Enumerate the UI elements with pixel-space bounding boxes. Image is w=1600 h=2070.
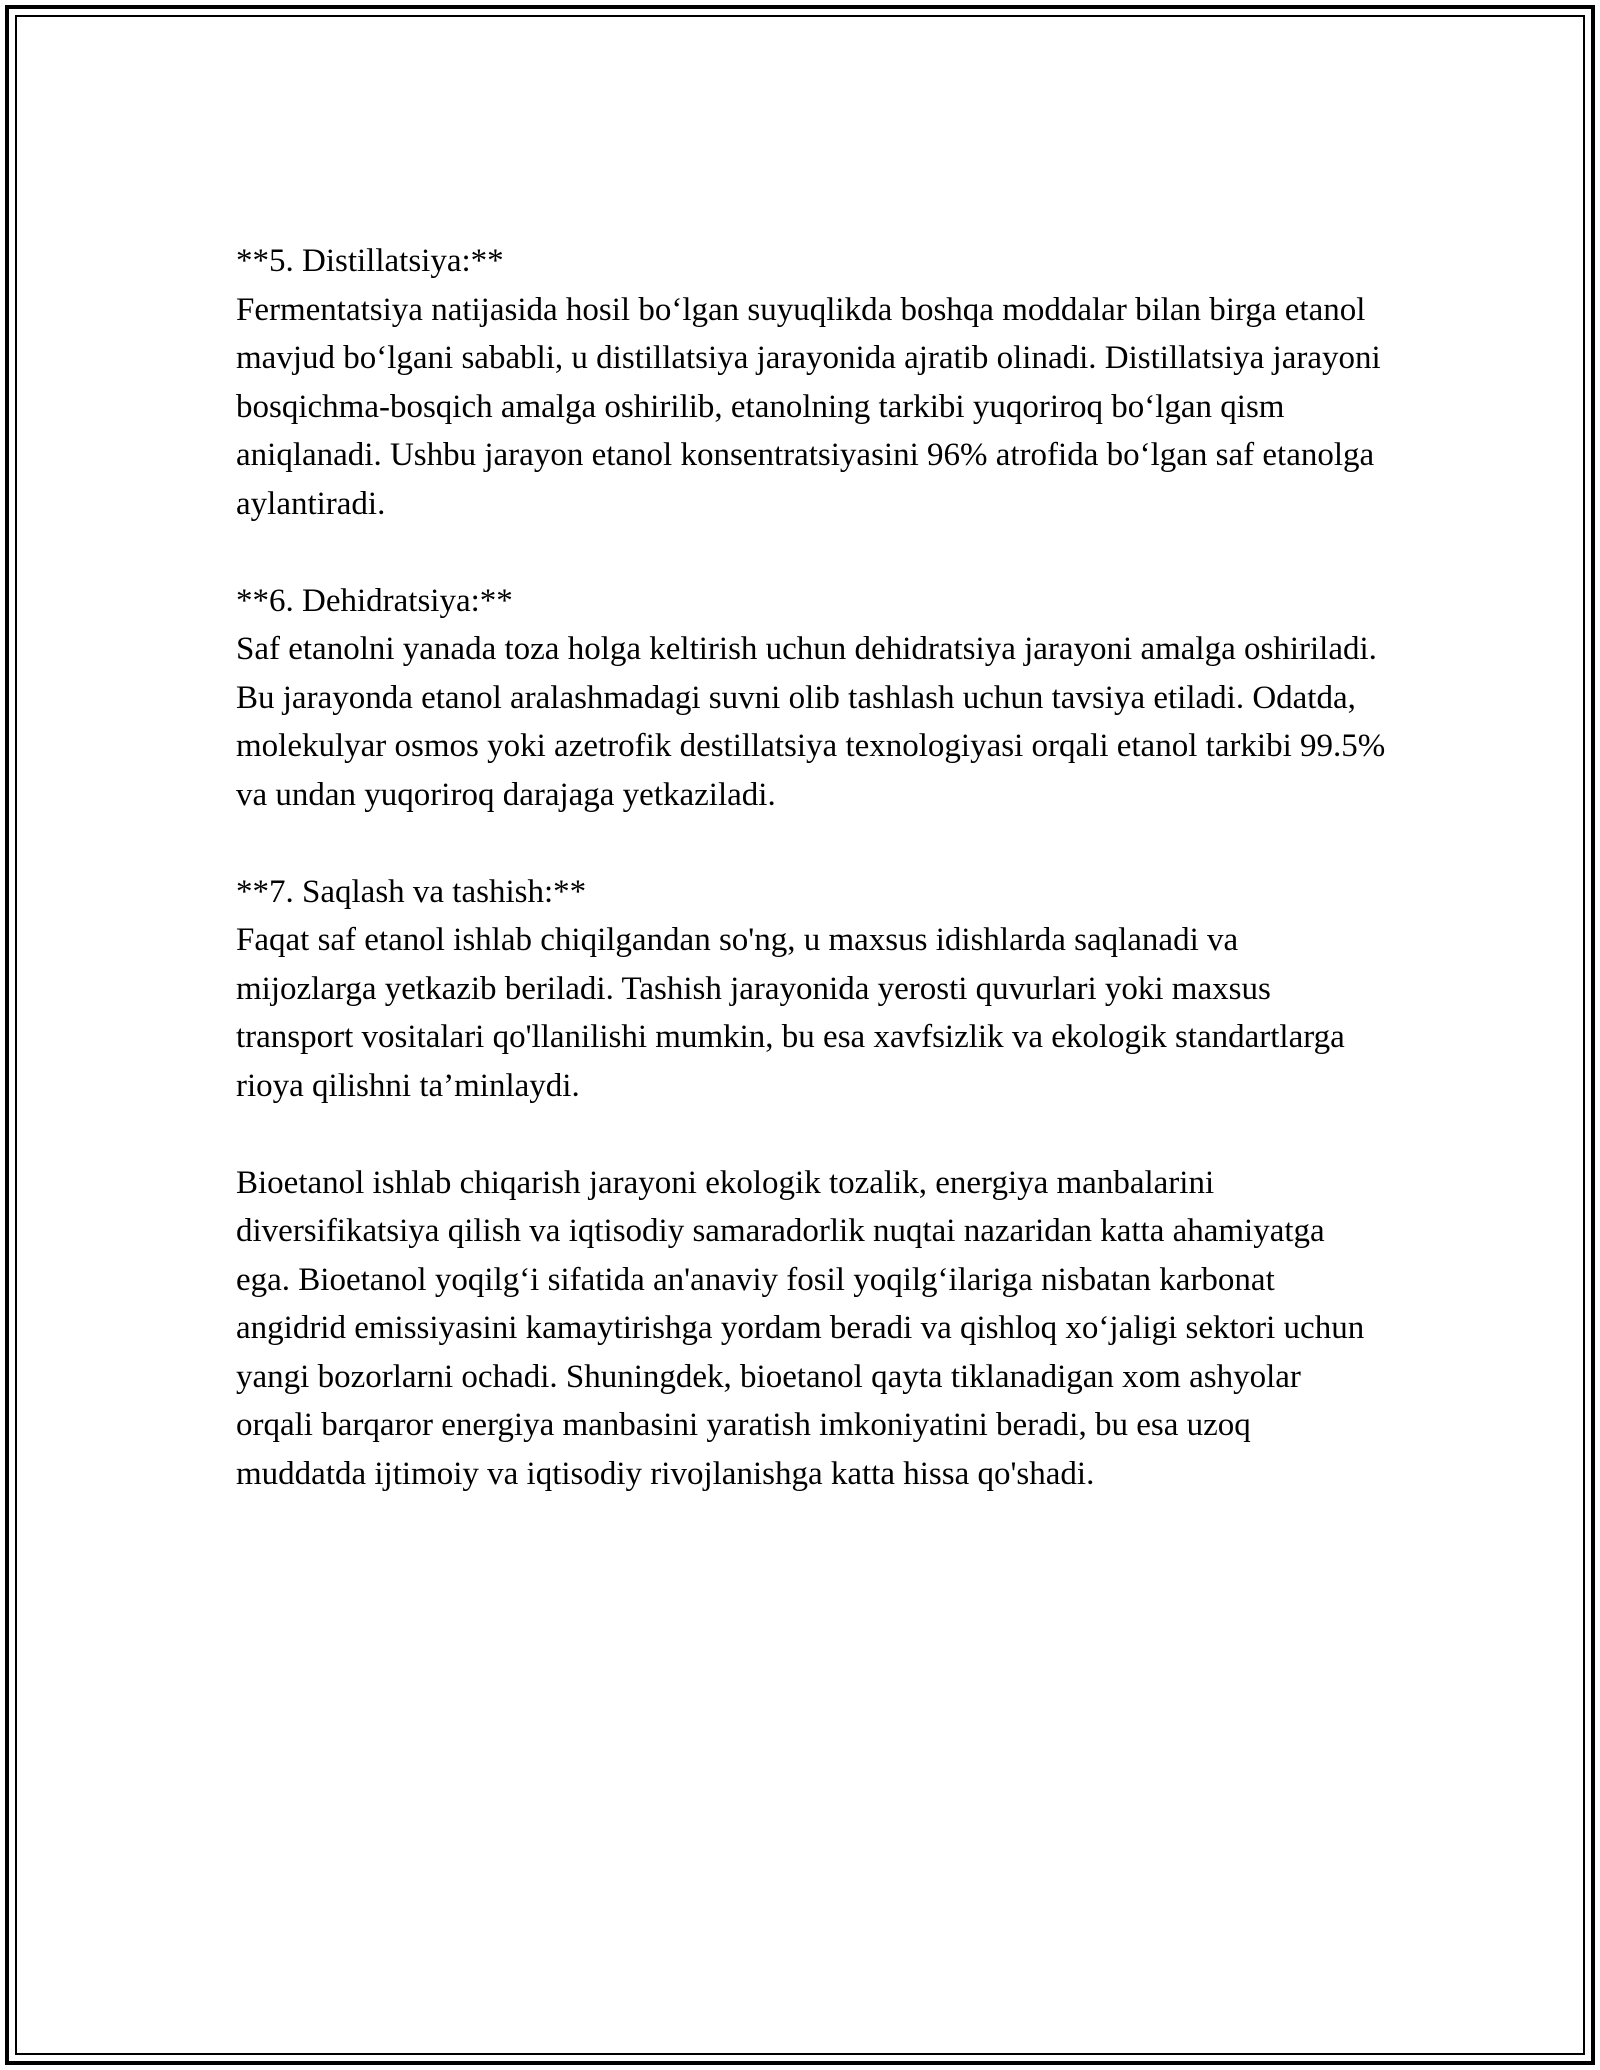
section-body: Fermentatsiya natijasida hosil bo‘lgan suyuqlikda boshqa moddalar bilan birga etanol mavjud bo‘lgani sababli, u distillatsiya jarayonida ajratib olinadi. Distillatsiya jarayoni bosqichma-bosqich amalga oshirilib, etanolning tarkibi yuqoriroq bo‘lgan qism aniqlanadi. Ushbu jarayon etanol konsentratsiyasini 96% atrofida bo‘lgan saf etanolga aylantiradi. (236, 291, 1381, 522)
conclusion-section (236, 1159, 1386, 1499)
section-heading: **7. Saqlash va tashish:** (236, 873, 587, 910)
section-saqlash-va-tashish (236, 868, 1386, 1111)
section-body: Faqat saf etanol ishlab chiqilgandan so'ng, u maxsus idishlarda saqlanadi va mijozlarga yetkazib beriladi. Tashish jarayonida yerosti quvurlari yoki maxsus transport vositalari qo'llanilishi mumkin, bu esa xavfsizlik va ekologik standartlarga rioya qilishni ta’minlaydi. (236, 922, 1345, 1104)
section-body: Saf etanolni yanada toza holga keltirish uchun dehidratsiya jarayoni amalga oshiriladi. Bu jarayonda etanol aralashmadagi suvni olib tashlash uchun tavsiya etiladi. Odatda, molekulyar osmos yoki azetrofik destillatsiya texnologiyasi orqali etanol tarkibi 99.5% va undan yuqoriroq darajaga yetkaziladi. (236, 631, 1386, 813)
section-heading: **6. Dehidratsiya:** (236, 582, 513, 619)
document-content (236, 237, 1386, 1547)
section-heading: **5. Distillatsiya:** (236, 243, 504, 279)
section-distillatsiya (236, 237, 1386, 528)
conclusion-paragraph: Bioetanol ishlab chiqarish jarayoni ekologik tozalik, energiya manbalarini diversifikatsiya qilish va iqtisodiy samaradorlik nuqtai nazaridan katta ahamiyatga ega. Bioetanol yoqilg‘i sifatida an'anaviy fosil yoqilg‘ilariga nisbatan karbonat angidrid emissiyasini kamaytirishga yordam beradi va qishloq xo‘jaligi sektori uchun yangi bozorlarni ochadi. Shuningdek, bioetanol qayta tiklanadigan xom ashyolar orqali barqaror energiya manbasini yaratish imkoniyatini beradi, bu esa uzoq muddatda ijtimoiy va iqtisodiy rivojlanishga katta hissa qo'shadi. (236, 1164, 1365, 1492)
section-dehidratsiya (236, 577, 1386, 820)
